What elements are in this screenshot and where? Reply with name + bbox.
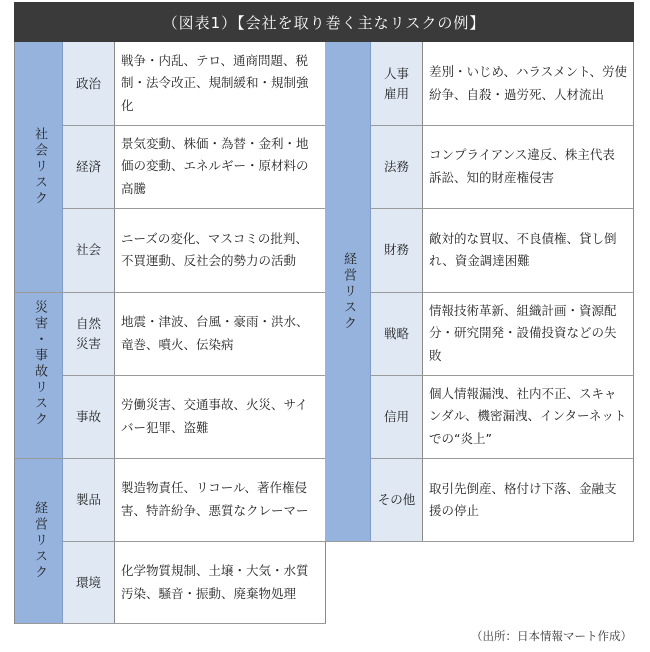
sub-category: 法務 bbox=[371, 125, 423, 208]
row-divider bbox=[15, 292, 326, 293]
sub-category: 製品 bbox=[63, 458, 115, 541]
sub-category: その他 bbox=[371, 458, 423, 542]
risk-description-text: ニーズの変化、マスコミの批判、不買運動、反社会的勢力の活動 bbox=[121, 230, 308, 268]
category-label: 社会リスク bbox=[31, 127, 47, 207]
row-divider bbox=[371, 125, 634, 126]
risk-description bbox=[115, 42, 326, 125]
row-divider bbox=[63, 375, 326, 376]
risk-description-text: 化学物質規制、土壌・大気・水質汚染、騒音・振動、廃棄物処理 bbox=[121, 563, 309, 601]
sub-category: 事故 bbox=[63, 375, 115, 458]
risk-description-text: 取引先倒産、格付け下落、金融支援の停止 bbox=[429, 480, 617, 518]
source-note: （出所：日本情報マート作成） bbox=[471, 629, 632, 643]
sub-category: 環境 bbox=[63, 541, 115, 624]
row-divider bbox=[371, 208, 634, 209]
sub-category: 人事雇用 bbox=[371, 42, 423, 125]
risk-description-text: 情報技術革新、組織計画・資源配分・研究開発・設備投資などの失敗 bbox=[429, 302, 617, 363]
row-divider bbox=[63, 541, 326, 542]
row-divider bbox=[325, 541, 634, 542]
risk-description-text: 地震・津波、台風・豪雨・洪水、竜巻、噴火、伝染病 bbox=[121, 314, 309, 352]
row-divider bbox=[63, 125, 326, 126]
risk-description bbox=[115, 541, 326, 624]
risk-description bbox=[115, 458, 326, 541]
sub-category: 社会 bbox=[63, 208, 115, 292]
category-label: 経営リスク bbox=[31, 501, 47, 581]
risk-description-text: 戦争・内乱、テロ、通商問題、税制・法令改正、規制緩和・規制強化 bbox=[121, 52, 309, 113]
risk-description-text: 差別・いじめ、ハラスメント、労使紛争、自殺・過労死、人材流出 bbox=[429, 64, 628, 102]
risk-description bbox=[423, 208, 634, 292]
right-table bbox=[325, 42, 634, 542]
category-management-risk-right bbox=[325, 42, 371, 542]
risk-description bbox=[115, 292, 326, 375]
risk-description-text: 敵対的な買収、不良債権、貸し倒れ、資金調達困難 bbox=[429, 230, 617, 268]
left-table bbox=[14, 42, 325, 624]
sub-category: 自然災害 bbox=[63, 292, 115, 375]
risk-description bbox=[423, 458, 634, 542]
risk-description bbox=[423, 292, 634, 375]
row-divider bbox=[371, 375, 634, 376]
sub-category: 信用 bbox=[371, 375, 423, 458]
risk-description-text: 労働災害、交通事故、火災、サイバー犯罪、盗難 bbox=[121, 397, 308, 435]
sub-category: 財務 bbox=[371, 208, 423, 292]
risk-description-text: 景気変動、株価・為替・金利・地価の変動、エネルギー・原材料の高騰 bbox=[121, 135, 309, 196]
category-disaster-risk bbox=[15, 292, 63, 458]
sub-category: 経済 bbox=[63, 125, 115, 208]
risk-description bbox=[115, 125, 326, 208]
risk-description bbox=[115, 208, 326, 292]
row-divider bbox=[15, 623, 326, 624]
risk-description bbox=[423, 375, 634, 458]
category-social-risk bbox=[15, 42, 63, 292]
risk-description bbox=[423, 42, 634, 125]
risk-description-text: 製造物責任、リコール、著作権侵害、特許紛争、悪質なクレーマー bbox=[121, 480, 309, 518]
sub-category: 戦略 bbox=[371, 292, 423, 375]
row-divider bbox=[371, 292, 634, 293]
category-label: 経営リスク bbox=[340, 252, 356, 332]
risk-description bbox=[423, 125, 634, 208]
risk-description-text: 個人情報漏洩、社内不正、スキャンダル、機密漏洩、インターネットでの“炎上” bbox=[429, 385, 627, 446]
row-divider bbox=[15, 458, 326, 459]
sub-category: 政治 bbox=[63, 42, 115, 125]
chart-title: （図表1）【会社を取り巻く主なリスクの例】 bbox=[14, 2, 634, 42]
risk-description-text: コンプライアンス違反、株主代表訴訟、知的財産権侵害 bbox=[429, 147, 615, 185]
row-divider bbox=[371, 458, 634, 459]
risk-description bbox=[115, 375, 326, 458]
category-management-risk-left bbox=[15, 458, 63, 624]
category-label: 災害・事故リスク bbox=[31, 300, 47, 428]
row-divider bbox=[63, 208, 326, 209]
